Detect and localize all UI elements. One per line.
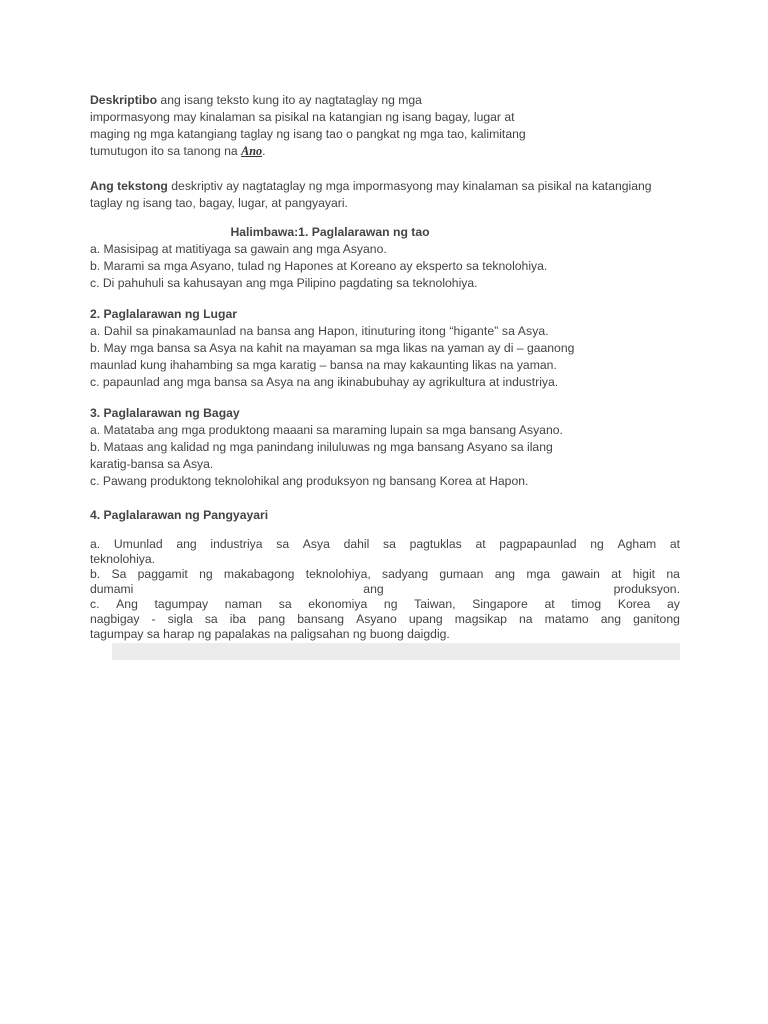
bagay-line: a. Matataba ang mga produktong maaani sa maraming lupain sa mga bansang Asyano. bbox=[90, 423, 563, 437]
bagay-line: b. Mataas ang kalidad ng mga panindang iniluluwas ng mga bansang Asyano sa ilang bbox=[90, 440, 553, 454]
word: sigla bbox=[167, 612, 193, 626]
word: Sa bbox=[111, 567, 127, 581]
lugar-heading: 2. Paglalarawan ng Lugar bbox=[90, 307, 237, 321]
word: sa bbox=[278, 597, 292, 611]
pangyayari-b-line-2 bbox=[90, 582, 680, 597]
word: Singapore bbox=[472, 597, 528, 611]
word: makabagong bbox=[223, 567, 295, 581]
word: higit bbox=[632, 567, 656, 581]
word: nagbigay bbox=[90, 612, 140, 626]
bagay-section bbox=[90, 405, 680, 490]
word: Ang bbox=[116, 597, 138, 611]
word: gawain bbox=[561, 567, 600, 581]
word: Taiwan, bbox=[414, 597, 456, 611]
pangyayari-c-line-1 bbox=[90, 597, 680, 612]
word: mga bbox=[526, 567, 551, 581]
word: a. bbox=[90, 537, 101, 551]
word: dahil bbox=[343, 537, 370, 551]
lugar-section bbox=[90, 306, 680, 391]
def-term: Ang tekstong bbox=[90, 179, 168, 193]
word: bansang bbox=[297, 612, 345, 626]
bagay-line: c. Pawang produktong teknolohikal ang produksyon ng bansang Korea at Hapon. bbox=[90, 474, 529, 488]
word: Agham bbox=[617, 537, 657, 551]
word: ng bbox=[590, 537, 604, 551]
word: tagumpay bbox=[154, 597, 209, 611]
lugar-line: b. May mga bansa sa Asya na kahit na mayaman sa mga likas na yaman ay di – gaanong bbox=[90, 341, 575, 355]
word: - bbox=[151, 612, 156, 626]
word: pagtuklas bbox=[409, 537, 462, 551]
word: at bbox=[475, 537, 486, 551]
pangyayari-heading: 4. Paglalarawan ng Pangyayari bbox=[90, 508, 269, 522]
word: sadyang bbox=[382, 567, 429, 581]
pangyayari-c-line-3: tagumpay sa harap ng papalakas na paligsahan ng buong daigdig. bbox=[90, 627, 450, 641]
word: ay bbox=[667, 597, 680, 611]
gray-highlight-bar bbox=[112, 643, 680, 660]
word: sa bbox=[204, 612, 218, 626]
ano-word: Ano bbox=[241, 144, 263, 158]
word: Umunlad bbox=[113, 537, 163, 551]
pangyayari-paragraph bbox=[90, 537, 680, 642]
word: at bbox=[611, 567, 622, 581]
def-line-1-text: deskriptiv ay nagtataglay ng mga impormasyong may kinalaman sa pisikal na katangiang bbox=[167, 179, 652, 193]
bagay-heading: 3. Paglalarawan ng Bagay bbox=[90, 406, 240, 420]
word: at bbox=[544, 597, 555, 611]
lugar-line: a. Dahil sa pinakamaunlad na bansa ang Hapon, itinuturing itong “higante” sa Asya. bbox=[90, 324, 549, 338]
word: gumaan bbox=[439, 567, 484, 581]
intro-line-4 bbox=[90, 143, 680, 160]
intro-line-4-end: . bbox=[262, 144, 266, 158]
intro-line-2: impormasyong may kinalaman sa pisikal na katangian ng isang bagay, lugar at bbox=[90, 110, 515, 124]
word: ang bbox=[363, 582, 384, 596]
word: produksyon. bbox=[613, 582, 680, 596]
word: ang bbox=[600, 612, 622, 626]
intro-line-1-text: ang isang teksto kung ito ay nagtataglay ng mga bbox=[157, 93, 422, 107]
word: naman bbox=[224, 597, 263, 611]
pangyayari-a-line-2: teknolohiya. bbox=[90, 552, 156, 566]
intro-line-4-text: tumutugon ito sa tanong na bbox=[90, 144, 242, 158]
word: ekonomiya bbox=[308, 597, 368, 611]
word: industriya bbox=[210, 537, 263, 551]
word: paggamit bbox=[137, 567, 188, 581]
word: pagpapaunlad bbox=[499, 537, 577, 551]
pangyayari-c-line-2 bbox=[90, 612, 680, 627]
word: teknolohiya, bbox=[305, 567, 371, 581]
word: Asya bbox=[302, 537, 330, 551]
lugar-line: maunlad kung ihahambing sa mga karatig – bansa na may kakaunting likas na yaman. bbox=[90, 358, 557, 372]
word: na bbox=[666, 567, 680, 581]
word: ang bbox=[176, 537, 197, 551]
word: ng bbox=[383, 597, 398, 611]
tao-item: a. Masisipag at matitiyaga sa gawain ang mga Asyano. bbox=[90, 242, 387, 256]
example-section bbox=[90, 224, 680, 292]
word: iba bbox=[229, 612, 247, 626]
intro-paragraph bbox=[90, 92, 680, 160]
word: Asyano bbox=[356, 612, 397, 626]
intro-line-3: maging ng mga katangiang taglay ng isang tao o pangkat ng mga tao, kalimitang bbox=[90, 127, 526, 141]
definition-paragraph bbox=[90, 178, 680, 212]
word: pang bbox=[258, 612, 286, 626]
word: na bbox=[519, 612, 533, 626]
word: sa bbox=[276, 537, 290, 551]
intro-line-1 bbox=[90, 92, 680, 109]
example-heading: Halimbawa:1. Paglalarawan ng tao bbox=[230, 225, 430, 239]
pangyayari-heading-block bbox=[90, 507, 680, 524]
word: ng bbox=[199, 567, 213, 581]
word: dumami bbox=[90, 582, 134, 596]
bagay-line: karatig-bansa sa Asya. bbox=[90, 457, 214, 471]
word: Korea bbox=[617, 597, 651, 611]
word: upang bbox=[408, 612, 443, 626]
pangyayari-a-line-1 bbox=[90, 537, 680, 552]
word: ganitong bbox=[633, 612, 680, 626]
tao-item: b. Marami sa mga Asyano, tulad ng Hapones at Koreano ay eksperto sa teknolohiya. bbox=[90, 259, 548, 273]
pangyayari-b-line-1 bbox=[90, 567, 680, 582]
word: at bbox=[669, 537, 680, 551]
word: ang bbox=[494, 567, 516, 581]
word: c. bbox=[90, 597, 100, 611]
lugar-line: c. papaunlad ang mga bansa sa Asya na ang ikinabubuhay ay agrikultura at industriya. bbox=[90, 375, 559, 389]
word: b. bbox=[90, 567, 101, 581]
def-line-1 bbox=[90, 178, 680, 195]
intro-term: Deskriptibo bbox=[90, 93, 158, 107]
word: sa bbox=[383, 537, 396, 551]
tao-item: c. Di pahuhuli sa kahusayan ang mga Pilipino pagdating sa teknolohiya. bbox=[90, 276, 478, 290]
word: magsikap bbox=[454, 612, 507, 626]
word: timog bbox=[571, 597, 602, 611]
def-line-2: taglay ng isang tao, bagay, lugar, at pangyayari. bbox=[90, 196, 348, 210]
word: matamo bbox=[544, 612, 589, 626]
